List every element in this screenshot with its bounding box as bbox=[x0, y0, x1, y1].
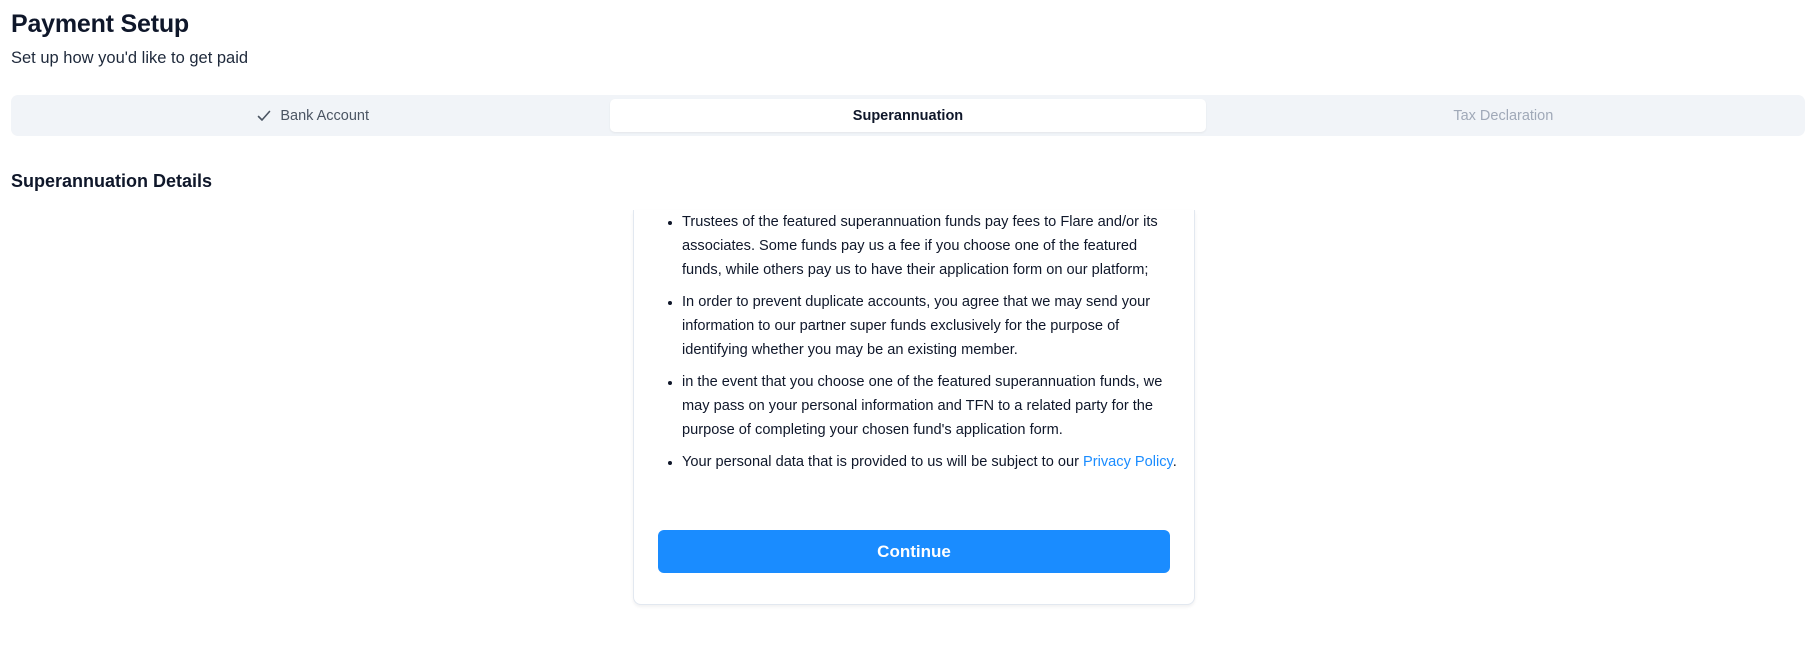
terms-card bbox=[633, 210, 1195, 605]
list-item: • In order to prevent duplicate accounts, you agree that we may send your information to our partner super funds exclusively for the purpose of identifying whether you may be an existing member. bbox=[682, 290, 1179, 362]
privacy-policy-link[interactable]: Privacy Policy bbox=[1083, 454, 1173, 470]
progress-stepper bbox=[11, 95, 1805, 136]
section-title: Superannuation Details bbox=[11, 171, 213, 191]
step-label: Superannuation bbox=[852, 107, 964, 124]
list-item: • Trustees of the featured superannuation funds pay fees to Flare and/or its associates. Some funds pay us a fee if you choose one of the featured funds, while others pay us to have their application form on our platform; bbox=[682, 210, 1179, 282]
list-item: • in the event that you choose one of the featured superannuation funds, we may pass on your personal information and TFN to a related party for the purpose of completing your chosen fund's application form. bbox=[682, 370, 1179, 442]
step-label: Tax Declaration bbox=[1453, 107, 1554, 124]
step-superannuation[interactable] bbox=[610, 99, 1205, 132]
terms-list bbox=[634, 210, 1179, 482]
privacy-suffix: . bbox=[1172, 454, 1177, 470]
step-bank-account[interactable] bbox=[15, 99, 610, 132]
step-tax-declaration bbox=[1206, 99, 1801, 132]
privacy-text: Your personal data that is provided to us will be subject to our bbox=[682, 454, 1084, 470]
continue-button[interactable]: Continue bbox=[658, 530, 1170, 573]
page-title: Payment Setup bbox=[11, 10, 190, 38]
check-icon bbox=[256, 108, 272, 124]
step-label: Bank Account bbox=[280, 107, 369, 124]
list-item-privacy bbox=[682, 450, 1179, 474]
page-subtitle: Set up how you'd like to get paid bbox=[11, 49, 249, 67]
